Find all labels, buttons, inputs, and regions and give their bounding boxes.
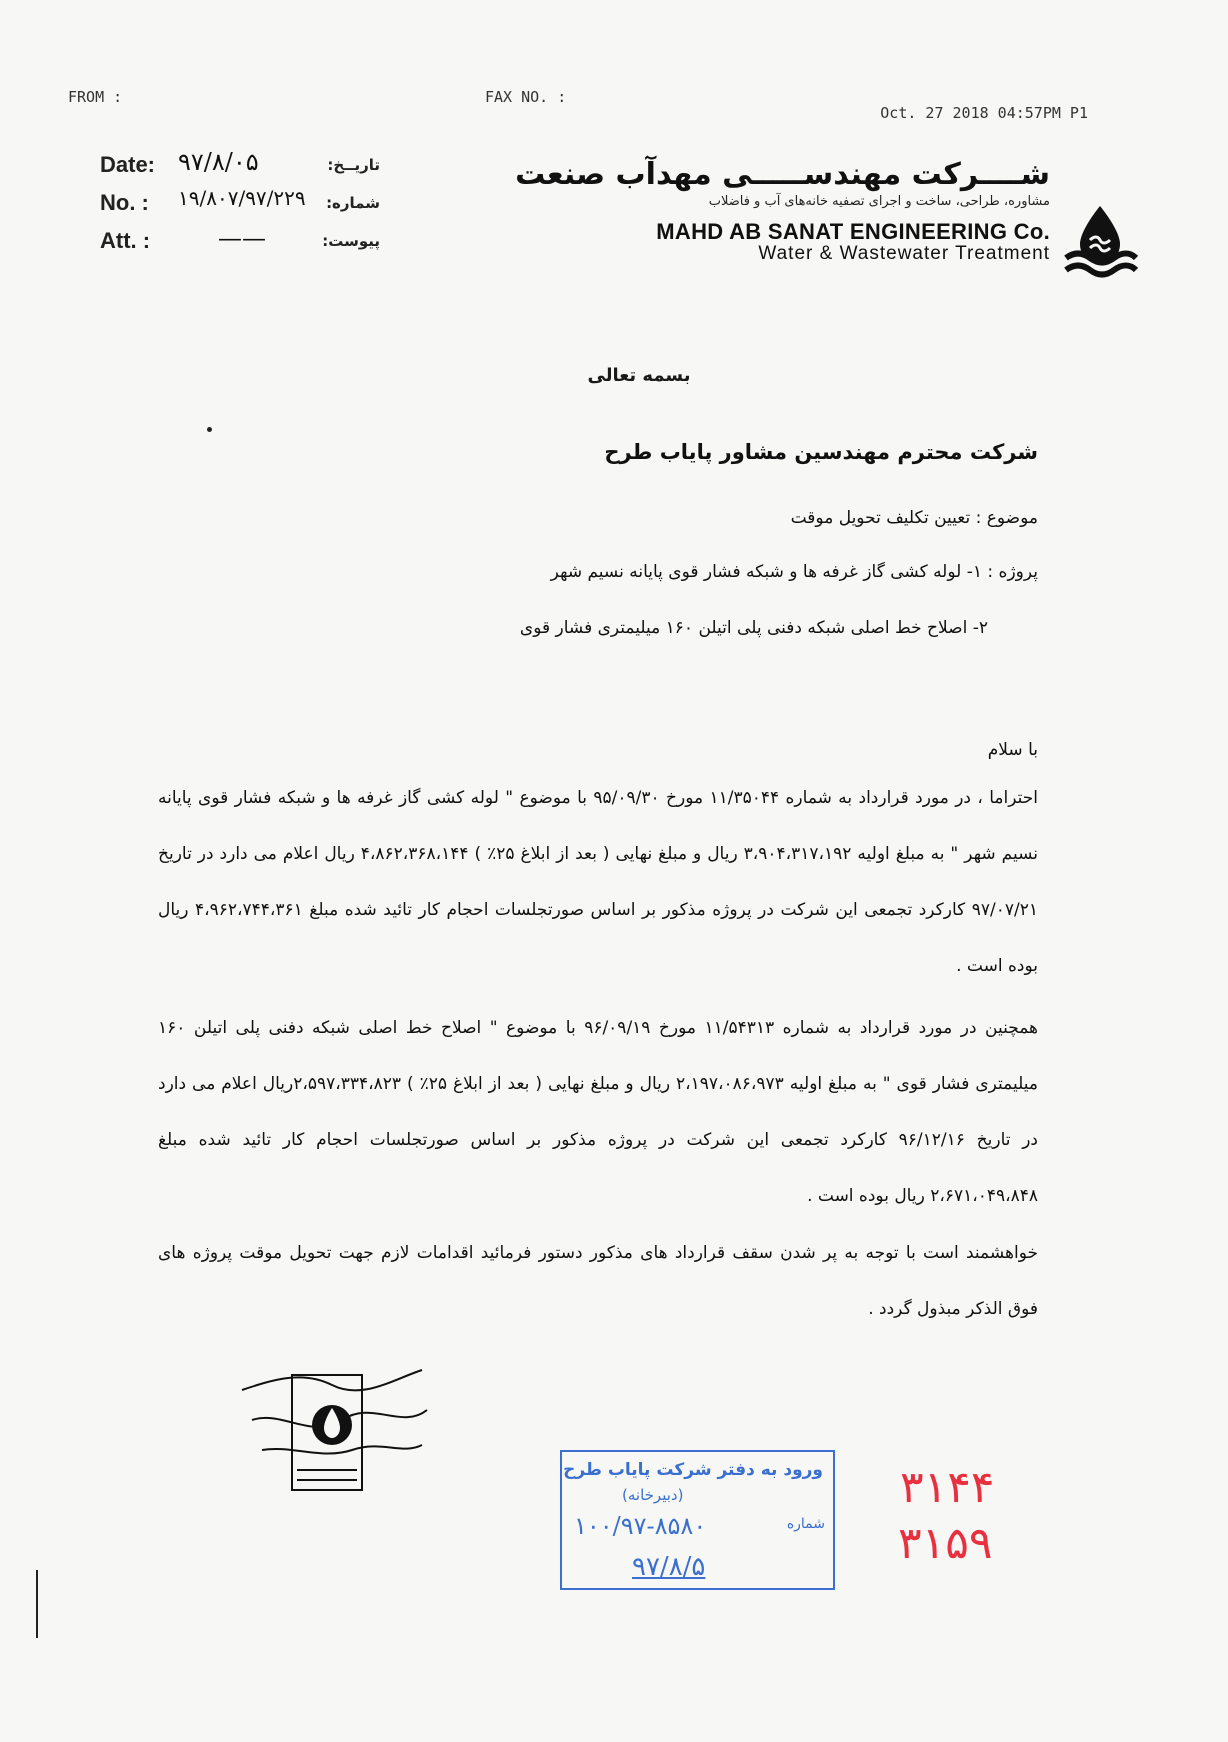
- date-label-en: Date:: [100, 152, 156, 177]
- project-item-1: پروژه : ۱- لوله کشی گاز غرفه ها و شبکه فشار قوی پایانه نسیم شهر: [550, 562, 1038, 582]
- number-row: [100, 186, 380, 228]
- signature-seal: [232, 1350, 432, 1500]
- handwritten-number-2: ۳۱۵۹: [898, 1518, 993, 1569]
- stamp-number-label: شماره: [786, 1516, 825, 1532]
- body-paragraph-1: احتراما ، در مورد قرارداد به شماره ۱۱/۳۵۰۴۴ مورخ ۹۵/۰۹/۳۰ با موضوع " لوله کشی گاز غرفه ها و شبکه فشار قوی پایانه نسیم شهر " به مبلغ اولیه ۳،۹۰۴،۳۱۷،۱۹۲ ریال و مبلغ نهایی ( بعد از ابلاغ ۲۵٪ ) ۴،۸۶۲،۳۶۸،۱۴۴ ریال اعلام می دارد در تاریخ ۹۷/۰۷/۲۱ کارکرد تجمعی این شرکت در پروژه مذکور بر اساس صورتجلسات احجام کار تائید شده مبلغ ۴،۹۶۲،۷۴۴،۳۶۱ ریال بوده است .: [158, 788, 1038, 976]
- received-stamp: [560, 1450, 835, 1590]
- fax-timestamp: Oct. 27 2018 04:57PM P1: [880, 104, 1088, 122]
- margin-mark: [36, 1570, 38, 1638]
- attachment-value: ——: [218, 224, 266, 252]
- body-paragraph-3: خواهشمند است با توجه به پر شدن سقف قرارداد های مذکور دستور فرمائید اقدامات لازم جهت تحویل موقت پروژه های فوق الذکر مبذول گردد .: [158, 1243, 1038, 1319]
- addressee: شرکت محترم مهندسین مشاور پایاب طرح: [604, 440, 1038, 464]
- company-letterhead: [515, 158, 1050, 265]
- basmala: بسمه تعالی: [587, 365, 691, 386]
- date-row: [100, 148, 380, 190]
- body-paragraph-2: همچنین در مورد قرارداد به شماره ۱۱/۵۴۳۱۳ مورخ ۹۶/۰۹/۱۹ با موضوع " اصلاح خط اصلی شبکه دفنی پلی اتیلن ۱۶۰ میلیمتری فشار قوی " به مبلغ اولیه ۲،۱۹۷،۰۸۶،۹۷۳ ریال و مبلغ نهایی ( بعد از ابلاغ ۲۵٪ ) ۲،۵۹۷،۳۳۴،۸۲۳ریال اعلام می دارد در تاریخ ۹۶/۱۲/۱۶ کارکرد تجمعی این شرکت در پروژه مذکور بر اساس صورتجلسات احجام کار تائید شده مبلغ ۲،۶۷۱،۰۴۹،۸۴۸ ریال بوده است .: [158, 1018, 1038, 1206]
- company-name-en: MAHD AB SANAT ENGINEERING Co.: [656, 219, 1050, 244]
- company-description: مشاوره، طراحی، ساخت و اجرای تصفیه خانه‌های آب و فاضلاب: [708, 194, 1050, 209]
- date-value: ۹۷/۸/۰۵: [178, 148, 259, 176]
- water-drop-logo-icon: [1060, 200, 1140, 280]
- company-name-fa: شــــرکت مهندســـــی مهدآب صنعت: [515, 157, 1050, 192]
- fax-number: FAX NO. :: [485, 88, 567, 106]
- stamp-date: ۹۷/۸/۵: [632, 1552, 706, 1582]
- ink-dot: [207, 427, 212, 432]
- attachment-label-fa: پیوست:: [322, 232, 380, 250]
- subject-line: موضوع : تعیین تکلیف تحویل موقت: [790, 508, 1038, 528]
- handwritten-number-1: ۳۱۴۴: [900, 1462, 995, 1513]
- number-label-en: No. :: [100, 190, 149, 215]
- project-item-2: ۲- اصلاح خط اصلی شبکه دفنی پلی اتیلن ۱۶۰ میلیمتری فشار قوی: [519, 618, 988, 638]
- stamp-title: ورود به دفتر شرکت پایاب طرح: [563, 1460, 823, 1480]
- date-label-fa: تاریــخ:: [327, 156, 380, 174]
- stamp-number: ۱۰۰/۹۷-۸۵۸۰: [574, 1512, 707, 1540]
- attachment-label-en: Att. :: [100, 228, 151, 253]
- letter-meta: [100, 148, 380, 266]
- greeting: با سلام: [987, 740, 1038, 760]
- number-label-fa: شماره:: [326, 194, 380, 212]
- number-value: ۱۹/۸۰۷/۹۷/۲۲۹: [178, 186, 306, 210]
- stamp-subtitle: (دبیرخانه): [622, 1486, 684, 1504]
- company-tagline: Water & Wastewater Treatment: [758, 243, 1050, 264]
- attachment-row: [100, 224, 380, 266]
- fax-from: FROM :: [68, 88, 123, 106]
